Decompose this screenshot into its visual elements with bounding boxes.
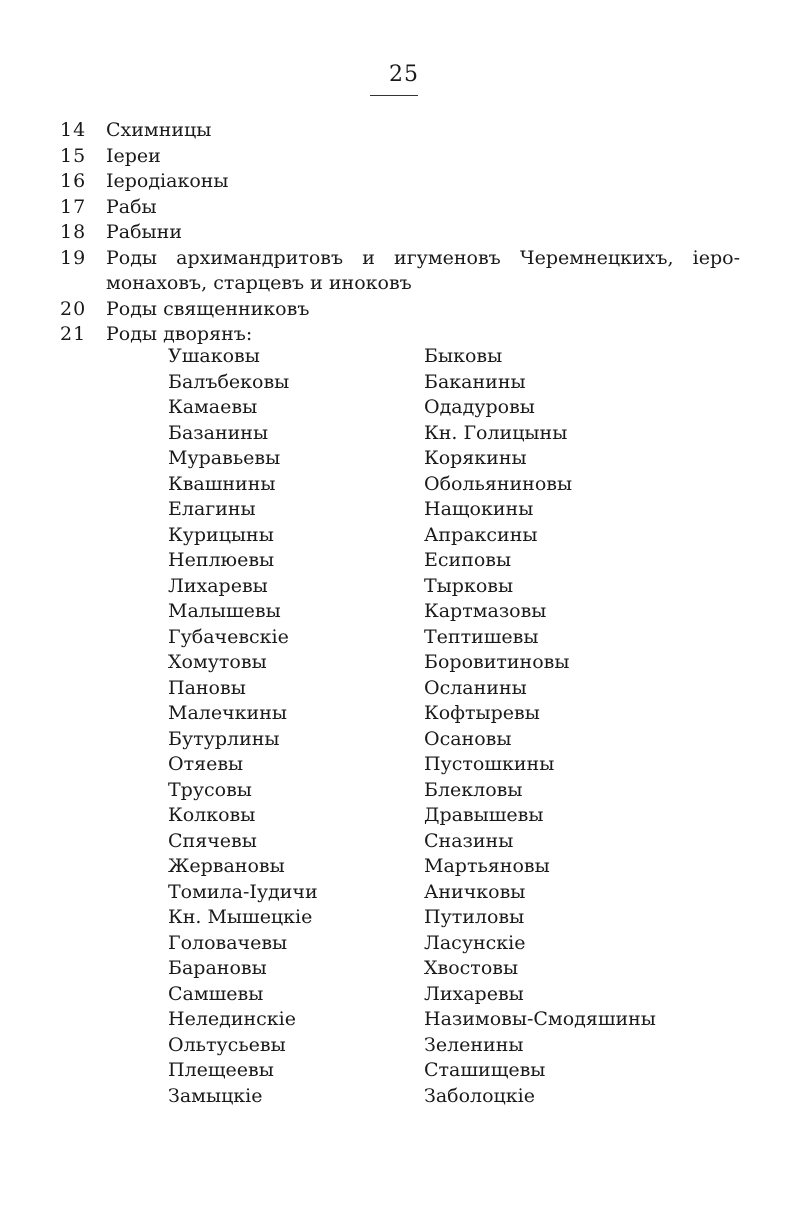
families-left-column [168,344,424,1109]
item-number: 15 [60,144,87,167]
item-number: 17 [60,195,87,218]
family-name: Боровитиновы [424,651,570,673]
family-name: Квашнины [168,472,276,495]
family-name: Пустошкины [424,753,555,775]
family-name: Базанины [168,421,269,444]
noble-families-list [168,344,688,1109]
item-text [106,195,740,221]
item-number: 20 [60,297,87,320]
item-number: 14 [60,119,87,141]
item-line: Рабы [106,195,157,218]
page-number-underline [370,95,418,96]
family-name: Барановы [168,957,267,979]
item-line: Роды священниковъ [106,297,310,320]
item-line: монаховъ, старцевъ и иноковъ [106,272,412,294]
item-line: Схимницы [106,119,212,141]
family-name: Нелединскiе [168,1008,296,1030]
family-name: Быковы [424,345,503,367]
list-item [60,246,740,297]
family-name: Картмазовы [424,600,547,622]
family-name: Назимовы-Смодяшины [424,1008,656,1030]
list-item [60,297,740,323]
family-name: Головачевы [168,931,288,954]
item-text [106,169,740,195]
item-number: 21 [60,323,87,345]
families-right-column [424,344,688,1109]
family-name: Нащокины [424,498,534,520]
family-name: Плещеевы [168,1059,274,1081]
family-name: Спячевы [168,829,257,852]
family-name: Ласунскiе [424,931,526,954]
family-name: Бутурлины [168,727,280,750]
family-name: Пановы [168,676,246,699]
family-name: Самшевы [168,982,264,1005]
family-name: Заболоцкiе [424,1084,535,1107]
list-item [60,118,740,144]
family-name: Трусовы [168,778,252,801]
family-name: Малышевы [168,600,281,622]
family-name: Корякины [424,447,527,469]
family-name: Курицыны [168,523,274,546]
item-line: Iеродiаконы [106,170,229,192]
family-name: Жервановы [168,855,285,877]
family-name: Путиловы [424,906,525,928]
family-name: Тептишевы [424,625,539,648]
family-name: Ольтусьевы [168,1033,286,1056]
family-name: Апраксины [424,523,538,546]
family-name: Елагины [168,498,256,520]
numbered-list [60,118,740,348]
family-name: Малечкины [168,702,287,724]
family-name: Есиповы [424,549,512,571]
item-text [106,220,740,246]
family-name: Кофтыревы [424,702,540,724]
family-name: Лихаревы [168,574,268,597]
family-name: Тырковы [424,574,514,597]
list-item [60,220,740,246]
list-item [60,195,740,221]
item-line: Роды дворянъ: [106,323,253,345]
list-item [60,144,740,170]
family-name: Осановы [424,727,512,750]
page-number: 25 [389,62,419,87]
item-text [106,144,740,170]
item-number: 18 [60,221,87,243]
family-name: Муравьевы [168,447,281,469]
family-name: Сташищевы [424,1059,546,1081]
family-name: Томила-Iудичи [168,880,318,903]
family-name: Камаевы [168,396,258,418]
family-name: Одадуровы [424,396,535,418]
family-name: Балъбековы [168,370,290,393]
family-name: Мартьяновы [424,855,550,877]
item-number: 19 [60,246,87,269]
family-name: Кн. Мышецкiе [168,906,313,928]
family-name: Зеленины [424,1033,524,1056]
family-name: Ушаковы [168,345,260,367]
item-text [106,246,740,297]
family-name: Кн. Голицыны [424,421,568,444]
family-name: Хомутовы [168,651,267,673]
family-name: Дравышевы [424,804,544,826]
family-name: Замыцкiе [168,1084,263,1107]
family-name: Отяевы [168,753,244,775]
item-text [106,118,740,144]
family-name: Губачевскiе [168,625,289,648]
item-line: Рабыни [106,221,182,243]
item-line: Роды архимандритовъ и игуменовъ Черемнецкихъ, iеро- [106,246,740,269]
family-name: Неплюевы [168,549,275,571]
family-name: Лихаревы [424,982,524,1005]
family-name: Сназины [424,829,514,852]
family-name: Аничковы [424,880,526,903]
family-name: Обольяниновы [424,472,573,495]
item-line: Iереи [106,144,161,167]
family-name: Осланины [424,676,527,699]
item-number: 16 [60,170,87,192]
family-name: Баканины [424,370,526,393]
item-text [106,297,740,323]
family-name: Колковы [168,804,256,826]
family-name: Хвостовы [424,957,519,979]
list-item [60,169,740,195]
family-name: Блекловы [424,778,523,801]
